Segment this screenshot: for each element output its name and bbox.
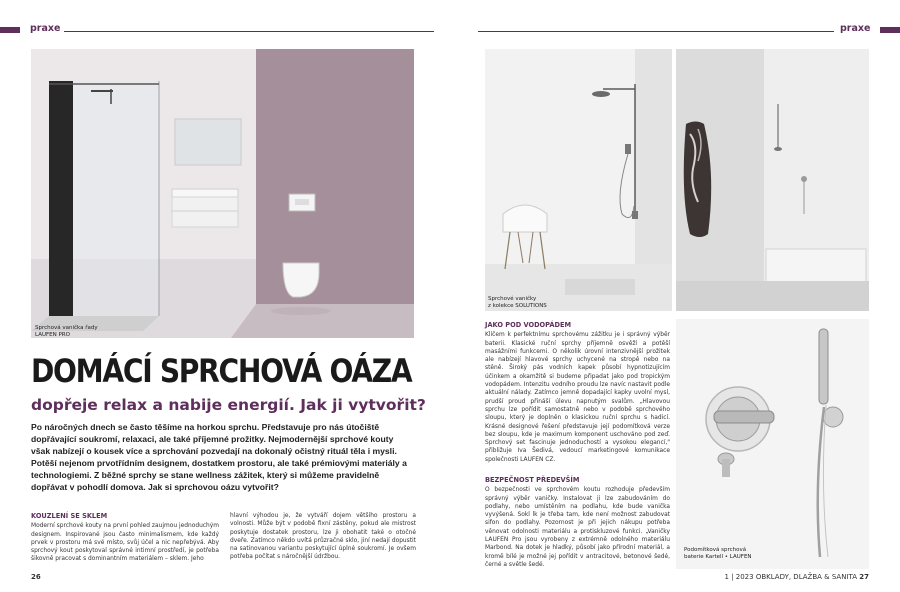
magazine-issue-label: 1 | 2023 OBKLADY, DLAŽBA & SANITA — [724, 573, 860, 581]
section-tab-right — [880, 27, 900, 33]
caption-photo4-line1: Podomítková sprchová — [684, 547, 747, 553]
photo-shower-towel — [676, 49, 869, 311]
caption-photo4 — [684, 547, 752, 561]
caption-photo2-line1: Sprchové vaničky — [488, 296, 537, 302]
heading-kouzleni-se-sklem: KOUZLENÍ SE SKLEM — [31, 512, 108, 520]
section-label-right: praxe — [840, 23, 871, 34]
caption-photo1-line1: Sprchová vanička řady — [35, 325, 98, 331]
photo-shower-solutions — [485, 49, 672, 311]
caption-photo1-line2: LAUFEN PRO — [35, 332, 70, 338]
caption-photo4-line2: baterie Kartell • LAUFEN — [684, 554, 752, 560]
column-4-text: O bezpečnosti ve sprchovém koutu rozhoduje především správný výběr vaničky. Instalovat ji lze zabudováním do podlahy, nebo umístěním na podlahu, kde bude vanička vyvýšená. Sokl lk je třeba tam, kde není možnost zabudovat sifon do podlahy. Pozornost je při jejich nákupu potřeba věnovat odolnosti materiálu a protiskluzové funkci. „Vaničky LAUFEN Pro jsou vyrobeny z extrémně odolného materiálu Marbond. Na dotek je hladký, působí jako přírodní materiál, a kromě bílé je možné jej pořídit v antracitové, betonové šedé, černé a světle šedé. — [485, 487, 670, 568]
caption-photo2-line2: z kolekce SOLUTIONS — [488, 303, 547, 309]
photo-mixer-kartell — [676, 319, 869, 569]
section-rule-left — [64, 31, 434, 32]
article-headline: DOMÁCÍ SPRCHOVÁ OÁZA — [31, 352, 412, 390]
heading-bezpecnost-predevsim: BEZPEČNOST PŘEDEVŠÍM — [485, 476, 580, 484]
column-3 — [485, 321, 670, 464]
column-4 — [485, 476, 670, 569]
article-lead: Po náročných dnech se často těšíme na horkou sprchu. Představuje pro nás útočiště dopřávající soukromí, relaxaci, ale také příjemné prožitky. Nejmodernější sprchové kouty však nabízejí o kousek více a sprchování pozvedají na dokonalý očistný rituál těla i mysli. Potěší nejenom prvotřídním designem, dostatkem prostoru, ale také prémiovými materiály a technologiemi. Z běžné sprchy se stane wellness zážitek, který si můžeme pravidelně dopřávat v pohodlí domova. Jak si sprchovou oázu vytvořit? — [31, 422, 407, 492]
heading-jako-pod-vodopadem: JAKO POD VODOPÁDEM — [485, 321, 572, 329]
page-number-right — [725, 573, 869, 581]
section-label-left: praxe — [30, 23, 61, 34]
column-2-text: hlavní výhodou je, že vytváří dojem většího prostoru a volnosti. Může být v podobě fixní zástěny, pokud ale mistrost poskytuje dostatek prostoru, lze ji obohatit také o otočné dveře. Zatímco někdo uvítá průzračné sklo, jiní nedají dopustit na satinovanou variantu poskytující úplné soukromí. Je ovšem potřeba počítat s náročnější údržbou. — [230, 513, 416, 561]
caption-photo1 — [35, 325, 98, 339]
caption-photo2 — [488, 296, 547, 310]
section-tab-left — [0, 27, 20, 33]
article-subhead: dopřeje relax a nabije energií. Jak ji vytvořit? — [31, 396, 426, 414]
column-1-text: Moderní sprchové kouty na první pohled zaujmou jednoduchým designem. Inspirované jsou často minimalismem, kde každý prvek v prostoru má své místo, svůj účel a nic nepřebývá. Aby sprchový kout poskytoval správné intimní prostředí, je potřeba šikovně pracovat s dominantním materiálem – sklem. Jeho — [31, 523, 219, 563]
column-2 — [230, 512, 416, 562]
page-number-left-value: 26 — [31, 573, 41, 581]
column-1 — [31, 512, 219, 564]
column-3-text: Klíčem k perfektnímu sprchovému zážitku je i správný výběr baterii. Klasické ruční sprchy příjemně osvěží a potěší masážními funkcemi. O několik úrovní intenzivnější prožitek ale nabízejí hlavové sprchy uchycené na stropě nebo na stěně. Široký pás vodních kapek působí hypnotizujícím účinkem a okamžitě si budeme připadat jako pod tropickým vodopádem. Intenzitu vodního proudu lze navíc nastavit podle aktuální nálady. Zatímco jemně dopadající kapky uvolní mysl, prudší proud přináší úlevu napnutým svalům. „Hlavovou sprchu lze pořídit samostatně nebo v podobě sprchového sloupu, který je doplněn o klasickou ruční sprchu s hadicí. Krásné designové řešení představuje její podomítková verze bez sloupu, kde je maximum komponent uschováno pod zeď. Sprchový set fascinuje jednoduchostí a vysokou elegancí," přibližuje Iva Šedivá, vedoucí marketingové komunikace společnosti LAUFEN CZ. — [485, 332, 670, 463]
section-rule-right — [478, 31, 834, 32]
page-number-right-value: 27 — [859, 573, 869, 581]
photo-shower-laufen-pro — [31, 49, 414, 338]
page-number-left — [31, 573, 41, 581]
